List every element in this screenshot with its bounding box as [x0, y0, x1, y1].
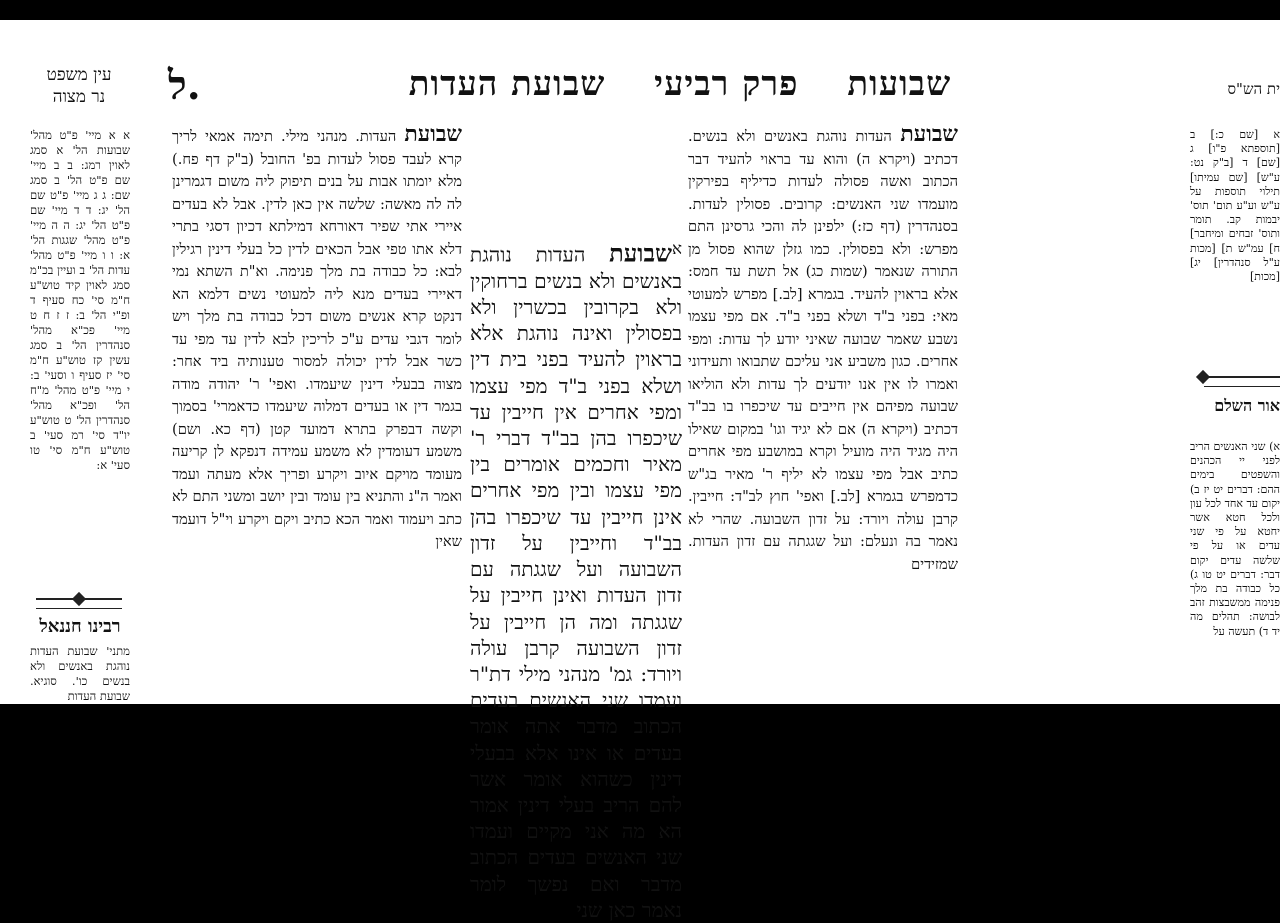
rashi-paragraph	[172, 123, 462, 554]
ein-mishpat-text: א א מיי' פ"ט מהל' שבועות הל' א סמג לאוין רמג: ב ב מיי' שם פ"ט הל' ב סמג שם: ג ג מיי' פ"ט שם הל' יג: ד ד מיי' שם פ"ט הל' יג: ה ה מיי' פ"ט מהל' שגגות הל' א: ו ו מיי' פ"ט מהל' עדות הל' ב ועיין בכ"מ סמג לאוין קיד טוש"ע ח"מ סי' כח סעיף ד ופ"י הל' ב: ז ז ח ט מיי' פכ"א מהל' סנהדרין הל' ב סמג עשין קז טוש"ע ח"מ סי' יז סעיף ו וסעי' ב: י מיי' פ"ט מהל' מ"ח הל' ופכ"א מהל' סנהדרין הל' ט טוש"ע יו"ד סי' רמ סעי' ב טוש"ע ח"מ סי' טו סעי' א:	[30, 128, 130, 472]
gemara-text-block	[470, 236, 682, 923]
torah-or-title: אור השלם	[1214, 396, 1280, 415]
rashi-text: העדות. מנהני מילי. תימה אמאי לריך קרא לעבד פסול לעדות בפ' החובל (ב"ק דף פח.) מלא יומתו אבות על בנים תיפוק ליה משום דגמרינן לה לה מאשה: שלשה אין כאן לדין. אבל לא בעדים איירי אתי שפיר דאורחא דמילתא דכיון דסגי בתרי דלא אתו טפי אבל הכאים לדין כל בעלי דינין רגילין לבא: כל כבודה בת מלך פנימה. וא"ת השתא נמי דאיירי בעדים מנא ליה למעוטי נשים דלמא הא דנקט קרא אנשים משום דכל כבודה בת מלך ויש לומר דגבי עדים ע"כ לריכין לבא לדין עד מפי עד כשר אבל לדין יכולה למסור טענותיה ביד אחר: מצוה בבעלי דינין שיעמדו. ואפי' ר' יהודה מודה בגמר דין או בעדים דמלוה שיעמדו כדאמרי' בסמוך וקשה דבפרק בתרא דמועד קטן (דף כא. ושם) משמע דעומדין לא משמע עמידה דנפקא לן קריעה מעומד מויקם איוב ויקרע ופריך אלא מעתה ועמד ואמר ה"נ והתניא בין עומד ובין יושב ומשני התם לא כתב ויעמוד ואמר הכא כתיב ויקם ויקרע וי"ל דועמד שאין	[172, 128, 462, 550]
gemara-column	[470, 236, 682, 923]
tosafot-paragraph	[688, 123, 958, 576]
mesoret-hashas-column	[1190, 128, 1280, 284]
ornament-divider-icon	[36, 598, 122, 609]
mesoret-hashas-header: ית הש"ס	[1227, 80, 1280, 98]
ein-mishpat-label: עין משפט	[46, 65, 112, 85]
mesoret-hashas-text: א [שם כ:] ב [תוספתא פ"ו] ג [שם] ד [ב"ק נט: ע"ש] [שם עמיתו] תילוי תוספות על ע"ש וע"ע תום' תוס' יבמות קב. תומר ותוס' זבחים ומיחבר] ח] עמ"ש ת] [מכות ע"ל סנהדרין] יג] [מכות]	[1190, 128, 1280, 284]
tosafot-column	[688, 123, 958, 576]
mishnah-marker: א	[672, 239, 682, 258]
rabbeinu-chananel-title: רבינו חננאל	[39, 616, 121, 637]
talmud-page	[0, 20, 1280, 922]
mishnah-text: העדות נוהגת באנשים ולא בנשים ברחוקין ולא בקרובין בכשרין ולא בפסולין ואינה נוהגת אלא בראוין להעיד בפני בית דין ושלא בפני ב"ד מפי עצמו ומפי אחרים אין חייבין עד שיכפרו בהן בב"ד דברי ר' מאיר וחכמים אומרים בין מפי עצמו ובין מפי אחרים אינן חייבין עד שיכפרו בהן בב"ד וחייבין על זדון השבועה ועל שגגתה עם זדון העדות ואינן חייבין על שגגתה ומה הן חייבין על זדון השבועה קרבן עולה ויורד: גמ' מנהני מילי דת"ר ועמדו שני האנשים בעדים הכתוב מדבר אתה אומר בעדים או אינו אלא בבעלי דינין כשהוא אומר אשר להם הריב בעלי דינין אמור הא מה אני מקיים ועמדו שני האנשים בעדים הכתוב מדבר ואם נפשך לומר נאמר כאן שני	[470, 242, 682, 922]
page-header-title	[380, 64, 980, 104]
ein-mishpat-header	[34, 64, 124, 108]
tosafot-dibbur-hamatchil: שבועת	[900, 121, 959, 147]
torah-or-text: א) שני האנשים הריב לפני יי הכהנים והשפטים בימים ההם: דברים יט יז ב) יקום עד אחד לכל עון ולכל חטא אשר יחטא על פי שני עדים או על פי שלשה עדים יקום דבר: דברים יט טו ג) כל כבודה בת מלך פנימה ממשבצות זהב לבושה: תהלים מה יד ד) תעשה על	[1190, 440, 1280, 638]
ner-mitzvah-label: נר מצוה	[52, 87, 106, 107]
rashi-column	[172, 123, 462, 554]
folio-number: ל.	[168, 62, 201, 109]
header-title-tractate: שבועות	[847, 64, 952, 104]
header-title-mishnah: שבועת העדות	[408, 64, 606, 104]
mishnah-dibbur-hamatchil: שבועת	[609, 238, 672, 268]
mishnah-paragraph	[470, 236, 682, 923]
ornament-divider-right-icon	[1204, 376, 1280, 387]
ein-mishpat-column	[30, 128, 130, 473]
header-title-chapter: פרק רביעי	[654, 64, 799, 104]
rabbeinu-chananel-text: מתני' שבועת העדות נוהגת באנשים ולא בנשים כו'. סוגיא. שבועת העדות	[30, 644, 130, 703]
torah-or-column	[1190, 440, 1280, 639]
rashi-dibbur-hamatchil: שבועת	[404, 121, 463, 147]
tosafot-text: העדות נוהגת באנשים ולא בנשים. דכתיב (ויקרא ה) והוא עד בראוי להעיד דבר הכתוב ואשה פסולה לעדות כדיליף בפירקין מועמדו שני האנשים: קרובים. פסולין לעדות. בסנהדרין (דף כז:) ילפינן לה והכי גרסינן התם מפרש: ולא בפסולין. כמו גזלן שהוא פסול מן התורה שנאמר (שמות כג) אל תשת עד חמס: אלא בראוין להעיד. בגמרא [לב.] מפרש למעוטי מאי: בפני ב"ד ושלא בפני ב"ד. אם מפי עצמו נשבע שאמר שבועה שאיני יודע לך עדות: ומפי אחרים. כגון משביע אני עליכם שתבואו ותעידוני ואמרו לו אין אנו יודעים לך עדות ולא הוליאו שבועה מפיהם אין חייבים עד שיכפרו בו בב"ד דכתיב (ויקרא ה) אם לא יגיד וגו' במקום שאילו היה מגיד היה מועיל וקרא במושבע מפי אחרים כתיב אבל מפי עצמו לא יליף ר' מאיר בג"ש כדמפרש בגמרא [לב.] ואפי' חוץ לב"ד: חייבין. קרבן עולה ויורד: על זדון השבועה. שהרי לא נאמר בה ונעלם: ועל שגגתה עם זדון העדות. שמזידים	[688, 128, 958, 573]
